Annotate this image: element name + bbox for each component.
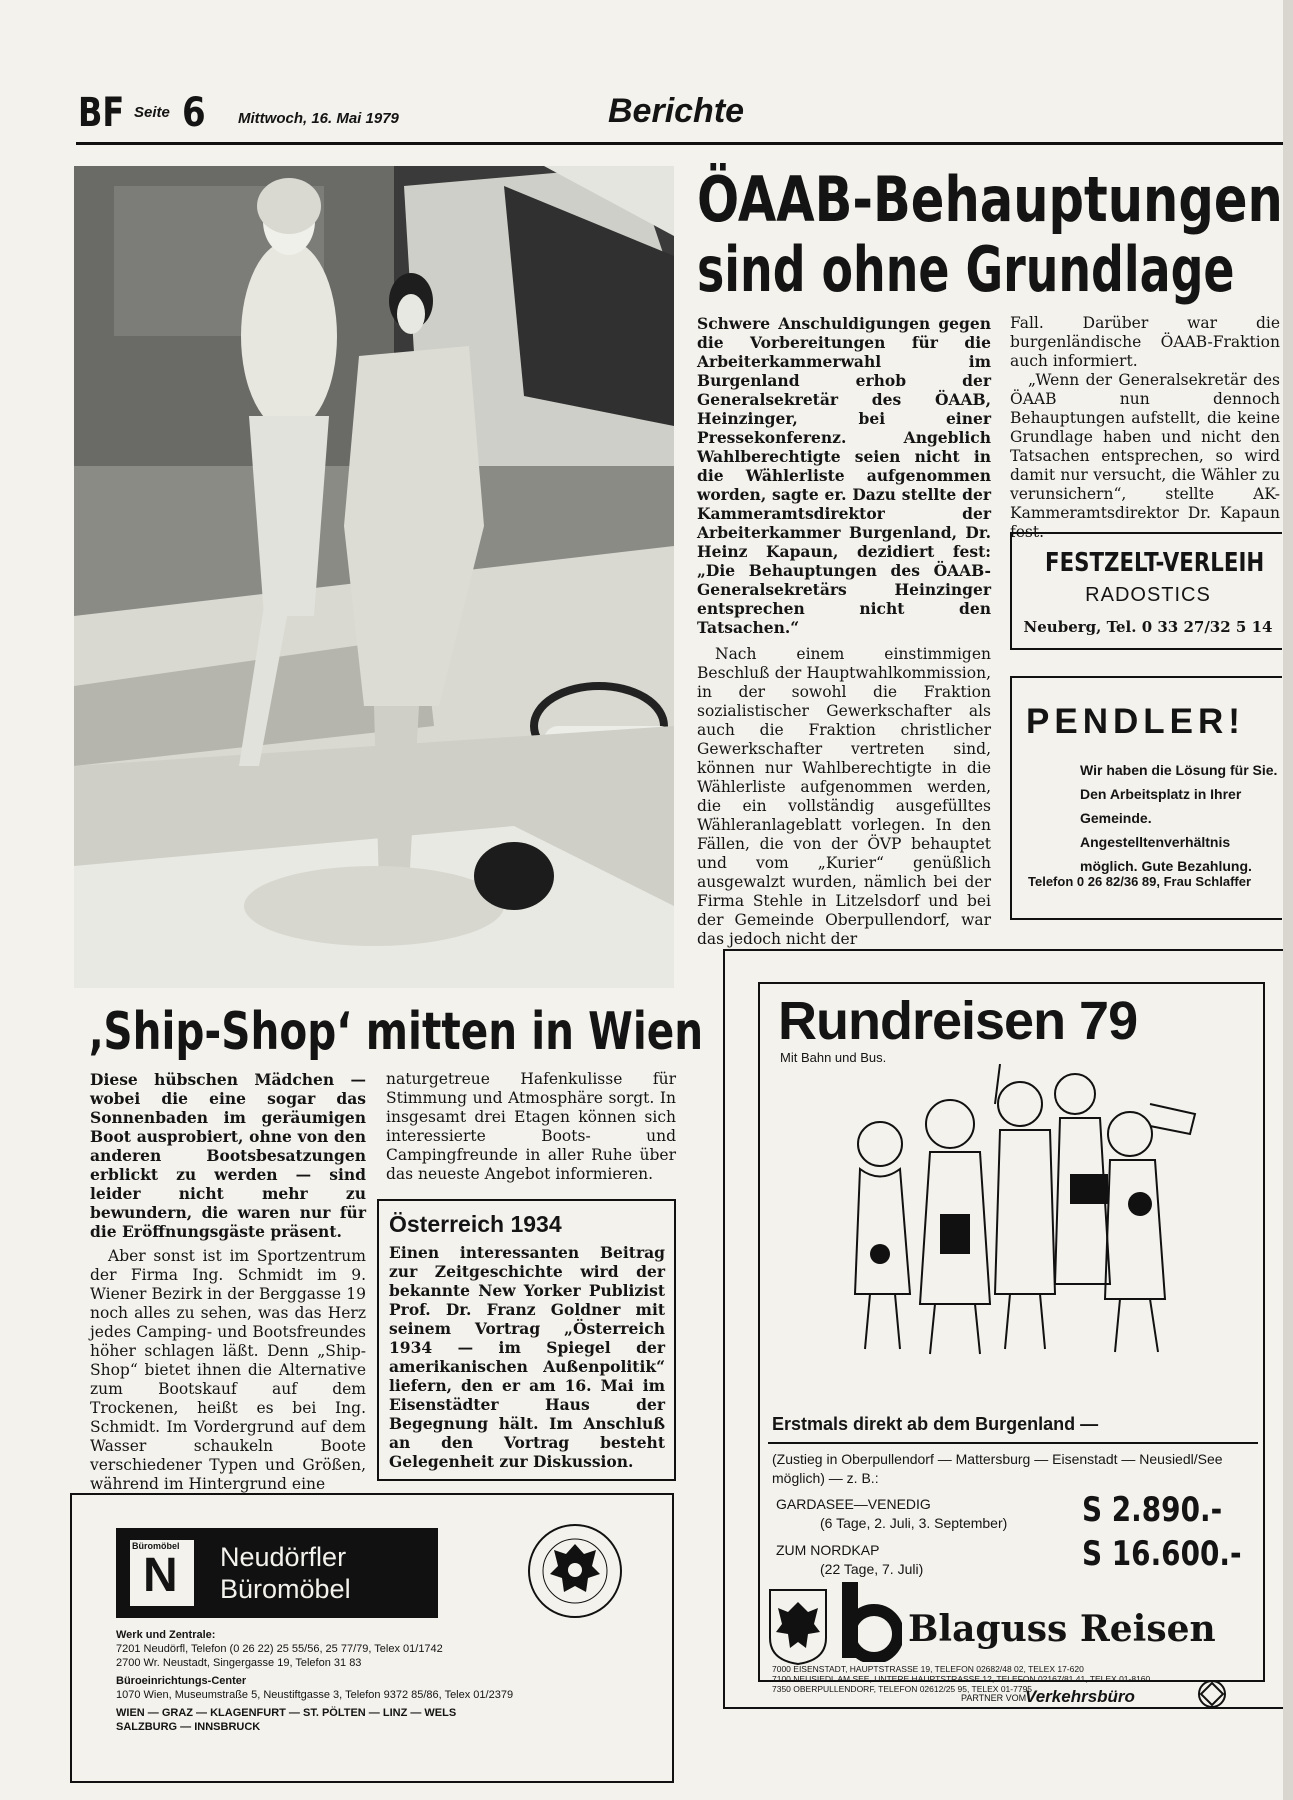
verkehrsbuero-logo: [1197, 1679, 1227, 1709]
masthead: [78, 88, 1278, 140]
ad-neudoerfler: [70, 1493, 674, 1783]
ad-rundreisen: [723, 949, 1283, 1709]
neudoerfler-name-line1: Neudörfler: [220, 1542, 347, 1572]
paper-logo: BF: [78, 90, 125, 136]
rundreisen-subtitle: Mit Bahn und Bus.: [780, 1050, 887, 1065]
ship-headline: ‚Ship-Shop‘ mitten in Wien: [88, 1002, 704, 1062]
neudoerfler-buero-title: Büroeinrichtungs-Center: [116, 1675, 247, 1687]
ship-article-body-col2: naturgetreue Hafenkulisse für Stimmung und Atmosphäre sorgt. In insgesamt drei Etagen können sich interessierte Boots- und Campingfreunde in aller Ruhe über das neueste Angebot informieren.: [386, 1070, 676, 1183]
trip1-price: S 2.890.-: [1082, 1490, 1223, 1530]
page-edge: [1283, 0, 1293, 1800]
boat-show-photo: [74, 166, 674, 988]
main-headline-line1: ÖAAB-Behauptungen: [697, 163, 1283, 236]
neudoerfler-werk-line2: 2700 Wr. Neustadt, Singergasse 19, Telefon 31 83: [116, 1657, 362, 1669]
main-article-body-col1: Nach einem einstimmigen Beschluß der Hauptwahlkommission, in der sowohl die Fraktion sozialistischer Gewerkschafter als auch die Fraktion christlicher Gewerkschafter vertreten sind, können nur Wahlberechtigte in die Wählerliste aufgenommen werden, die ein vollständig ausgefülltes Wähleranlageblatt vorlegen. In den Fällen, die von der ÖVP behauptet und vom „Kurier“ genüßlich ausgewalzt wurden, nämlich bei der Firma Stehle in Litzelsdorf und bei der Gemeinde Oberpullendorf, war das jedoch nicht der: [697, 645, 991, 948]
ship-article-lead: Diese hübschen Mädchen — wobei die eine sogar das Sonnenbaden im geräumigen Boot ausprobiert, ohne von den anderen Bootsbesatzungen erblickt zu werden — sind leider nicht mehr zu bewundern, die waren nur für die Eröffnungsgäste präsent.: [90, 1070, 366, 1241]
issue-date: Mittwoch, 16. Mai 1979: [238, 110, 399, 127]
box-1934-text: Einen interessanten Beitrag zur Zeitgeschichte wird der bekannte New Yorker Publizist Prof. Dr. Franz Goldner mit seinem Vortrag „Österreich 1934 — im Spiegel der amerikanischen Außenpolitik“ liefern, den er am 16. Mai im Eisenstädter Haus der Begegnung hält. Im Anschluß an den Vortrag besteht Gelegenheit zur Diskussion.: [389, 1243, 665, 1471]
trip2-price: S 16.600.-: [1082, 1534, 1242, 1574]
trip1-detail: (6 Tage, 2. Juli, 3. September): [820, 1515, 1008, 1531]
neudoerfler-werk-title: Werk und Zentrale:: [116, 1629, 216, 1641]
partner-name: Verkehrsbüro: [1025, 1687, 1135, 1706]
neudoerfler-cities-line2: SALZBURG — INNSBRUCK: [116, 1721, 261, 1733]
pendler-text: Wir haben die Lösung für Sie. Den Arbeitsplatz in Ihrer Gemeinde. Angestelltenverhältnis möglich. Gute Bezahlung.: [1080, 762, 1278, 874]
trip1-name: GARDASEE—VENEDIG: [776, 1496, 931, 1512]
eisenstadt-crest: [768, 1588, 828, 1666]
main-article-col1: [697, 314, 991, 949]
section-title: Berichte: [608, 92, 745, 130]
box-oesterreich-1934: [377, 1199, 676, 1481]
state-seal: [526, 1522, 624, 1620]
blaguss-addr1: 7000 EISENSTADT, HAUPTSTRASSE 19, TELEFON 02682/48 02, TELEX 17-620: [772, 1664, 1084, 1674]
ship-article-body: Aber sonst ist im Sportzentrum der Firma Ing. Schmidt im 9. Wiener Bezirk in der Berggasse 19 noch alles zu sehen, was das Herz jedes Camping- und Bootsfreundes höher schlagen läßt. Denn „Ship-Shop“ bietet ihnen die Alternative zum Bootskauf auf dem Trockenen, heißt es bei Ing. Schmidt. Im Vordergrund auf dem Wasser schaukeln Boote verschiedener Typen und Größen, während im Hintergrund eine: [90, 1247, 366, 1493]
ad-festzelt: [1010, 532, 1282, 650]
neudoerfler-werk-line1: 7201 Neudörfl, Telefon (0 26 22) 25 55/56, 25 77/79, Telex 01/1742: [116, 1643, 443, 1655]
main-article-body-col2-p1: Fall. Darüber war die burgenländische ÖAAB-Fraktion auch informiert.: [1010, 314, 1280, 370]
neudoerfler-name-line2: Büromöbel: [220, 1574, 351, 1604]
blaguss-addr3: 7350 OBERPULLENDORF, TELEFON 02612/25 95, TELEX 01-7795: [772, 1684, 1033, 1694]
rundreisen-title: Rundreisen 79: [778, 991, 1138, 1051]
page-word: Seite: [134, 104, 170, 121]
main-article-col2: [1010, 314, 1280, 542]
rundreisen-tagline: Erstmals direkt ab dem Burgenland —: [772, 1414, 1099, 1434]
rundreisen-zustieg: (Zustieg in Oberpullendorf — Mattersburg — Eisenstadt — Neusiedl/See möglich) — z. B.:: [772, 1451, 1223, 1486]
neudoerfler-banner: [116, 1528, 438, 1618]
main-headline-line2: sind ohne Grundlage: [697, 233, 1235, 306]
blaguss-brand: Blaguss Reisen: [908, 1608, 1216, 1650]
tourist-group-illustration: [820, 1064, 1200, 1364]
festzelt-name: RADOSTICS: [1085, 584, 1211, 606]
partner-label: PARTNER VOM: [961, 1693, 1027, 1703]
ship-article-col1: [90, 1070, 366, 1494]
main-article-lead: Schwere Anschuldigungen gegen die Vorbereitungen für die Arbeiterkammerwahl im Burgenland erhob der Generalsekretär des ÖAAB, Heinzinger, bei einer Pressekonferenz. Angeblich Wahlberechtigte seien nicht in die Wählerliste aufgenommen worden, sagte er. Dazu stellte der Kammeramtsdirektor der Arbeiterkammer Burgenland, Dr. Heinz Kapaun, dezidiert fest: „Die Behauptungen des ÖAAB-Generalsekretärs Heinzinger entsprechen nicht den Tatsachen.“: [697, 314, 991, 637]
pendler-title: PENDLER!: [1026, 702, 1245, 741]
header-rule: [76, 142, 1286, 145]
neudoerfler-logo-label: Büromöbel: [132, 1541, 180, 1551]
box-1934-title: Österreich 1934: [389, 1211, 562, 1237]
trip2-name: ZUM NORDKAP: [776, 1542, 880, 1558]
ship-article-col2: [386, 1070, 676, 1184]
neudoerfler-logo: [130, 1540, 194, 1606]
ad-pendler: [1010, 676, 1282, 920]
main-article-body-col2-p2: „Wenn der Generalsekretär des ÖAAB nun dennoch Behauptungen aufstellt, die keine Grundlage haben und nicht den Tatsachen entsprechen, so wird damit nur versucht, die Wähler zu verunsichern“, stellte AK-Kammeramtsdirektor Dr. Kapaun fest.: [1010, 371, 1280, 541]
neudoerfler-logo-letter: N: [143, 1549, 178, 1602]
rundreisen-rule: [768, 1442, 1258, 1444]
page-number: 6: [182, 90, 206, 136]
pendler-phone: Telefon 0 26 82/36 89, Frau Schlaffer: [1028, 874, 1252, 889]
festzelt-title: FESTZELT-VERLEIH: [1045, 548, 1265, 578]
neudoerfler-cities-line1: WIEN — GRAZ — KLAGENFURT — ST. PÖLTEN — LINZ — WELS: [116, 1707, 457, 1719]
blaguss-logo: [840, 1582, 902, 1662]
trip2-detail: (22 Tage, 7. Juli): [820, 1561, 924, 1577]
neudoerfler-buero-line: 1070 Wien, Museumstraße 5, Neustiftgasse 3, Telefon 9372 85/86, Telex 01/2379: [116, 1689, 514, 1701]
blaguss-addr2: 7100 NEUSIEDL AM SEE, UNTERE HAUPTSTRASSE 12, TELEFON 02167/81 41, TELEX 01-8160: [772, 1674, 1151, 1684]
festzelt-contact: Neuberg, Tel. 0 33 27/32 5 14: [1023, 618, 1273, 636]
rundreisen-inner: [758, 982, 1265, 1694]
